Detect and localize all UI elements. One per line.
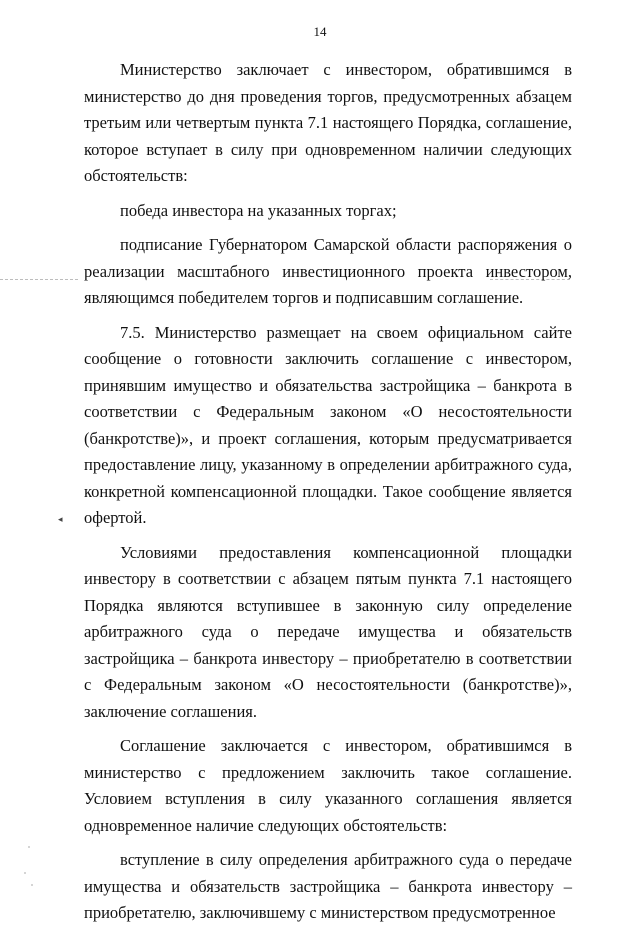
margin-mark: ◂ [58,514,63,524]
document-body [84,57,572,927]
scan-speck [31,884,33,886]
paragraph: 7.5. Министерство размещает на своем официальном сайте сообщение о готовности заключить соглашение с инвестором, принявшим имущество и обязательства застройщика – банкрота в соответствии с Федеральным законом «О несостоятельности (банкротстве)», и проект соглашения, которым предусматривается предоставление лицу, указанному в определении арбитражного суда, конкретной компенсационной площадки. Такое сообщение является офертой. [84,322,572,527]
paragraph: Соглашение заключается с инвестором, обратившимся в министерство с предложением заключить такое соглашение. Условием вступления в силу указанного соглашения является одновременное наличие следующих обстоятельств: [84,736,572,835]
paragraph: Условиями предоставления компенсационной площадки инвестору в соответствии с абзацем пятым пункта 7.1 настоящего Порядка являются вступившее в законную силу определение арбитражного суда о передаче имущества и обязательств застройщика – банкрота инвестору – приобретателю в соответствии с Федеральным законом «О несостоятельности (банкротстве)», заключение соглашения. [84,542,572,721]
paragraph: победа инвестора на указанных торгах; [120,200,397,220]
paragraph: подписание Губернатором Самарской области распоряжения о реализации масштабного инвестиционного проекта инвестором, являющимся победителем торгов и подписавшим соглашение. [84,235,572,307]
scan-speck [24,872,26,874]
page-number: 14 [313,24,327,39]
scan-speck [28,846,30,848]
paragraph: Министерство заключает с инвестором, обратившимся в министерство до дня проведения торгов, предусмотренных абзацем третьим или четвертым пункта 7.1 настоящего Порядка, соглашение, которое вступает в силу при одновременном наличии следующих обстоятельств: [84,60,572,185]
scan-artifact-line [0,279,78,280]
paragraph: вступление в силу определения арбитражного суда о передаче имущества и обязательств застройщика – банкрота инвестору – приобретателю, заключившему с министерством предусмотренное [84,850,572,922]
